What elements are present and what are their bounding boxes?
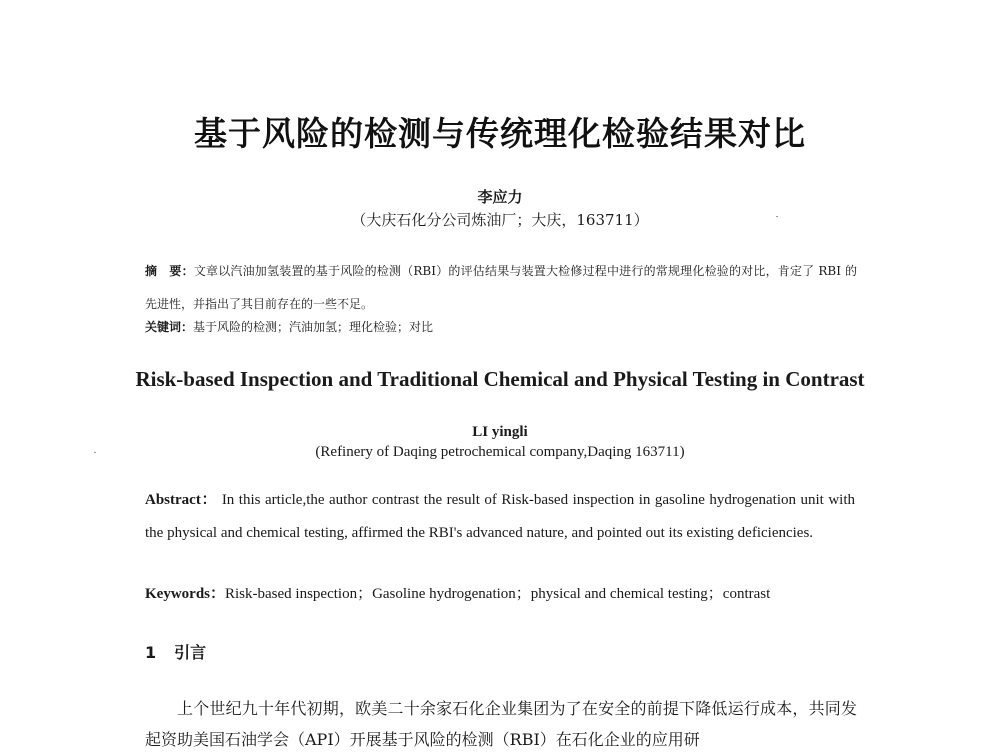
body-paragraph: 上个世纪九十年代初期，欧美二十余家石化企业集团为了在安全的前提下降低运行成本，共同发起资助美国石油学会（API）开展基于风险的检测（RBI）在石化企业的应用研 (145, 699, 857, 749)
author-name-chinese: 李应力 (477, 188, 523, 206)
abstract-chinese (145, 255, 857, 321)
scan-speck (94, 452, 96, 453)
affiliation-chinese: （大庆石化分公司炼油厂；大庆，163711） (351, 211, 649, 229)
section-title: 引言 (174, 643, 207, 662)
scan-speck (776, 216, 778, 217)
abstract-label-english: Abstract： (145, 492, 218, 508)
keywords-english (145, 583, 857, 605)
paper-title-chinese: 基于风险的检测与传统理化检验结果对比 (194, 114, 806, 153)
paper-title-english: Risk-based Inspection and Traditional Chemical and Physical Testing in Contrast (135, 367, 865, 391)
keywords-chinese (145, 317, 857, 337)
affiliation-english: (Refinery of Daqing petrochemical company,Daqing 163711) (315, 444, 685, 460)
abstract-label-chinese: 摘 要： (145, 264, 194, 278)
section-heading (145, 640, 206, 663)
abstract-text-chinese: 文章以汽油加氢装置的基于风险的检测（RBI）的评估结果与装置大检修过程中进行的常规理化检验的对比，肯定了 RBI 的先进性，并指出了其目前存在的一些不足。 (145, 264, 857, 311)
keywords-text-chinese: 基于风险的检测；汽油加氢；理化检验；对比 (193, 320, 434, 334)
keywords-label-chinese: 关键词： (145, 320, 194, 334)
section-number: 1 (145, 643, 157, 662)
keywords-text-english: Risk-based inspection；Gasoline hydrogenation；physical and chemical testing；contrast (225, 586, 771, 602)
author-name-english: LI yingli (472, 424, 528, 440)
abstract-english (145, 484, 855, 550)
keywords-label-english: Keywords： (145, 586, 225, 602)
abstract-text-english: In this article,the author contrast the result of Risk-based inspection in gasoline hydrogenation unit with the physical and chemical testing, affirmed the RBI's advanced nature, and pointed out its existing deficiencies. (145, 492, 856, 541)
